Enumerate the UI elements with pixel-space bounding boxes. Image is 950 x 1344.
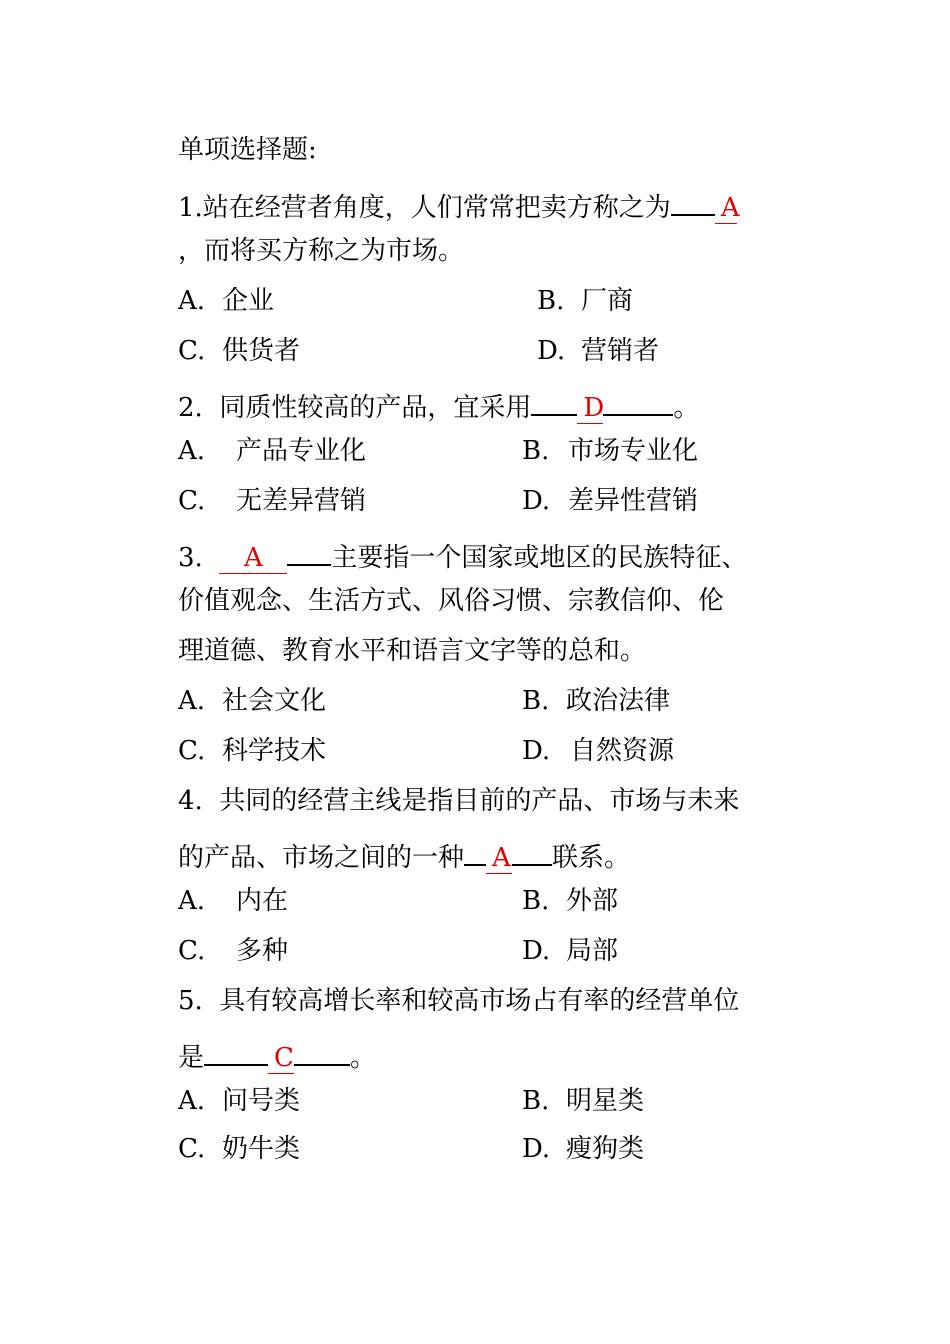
q4-text: 的产品、市场之间的一种 xyxy=(178,843,465,873)
q2-option-c: C. 无差异营销 xyxy=(178,486,367,516)
q4-option-b-text: 外部 xyxy=(566,886,619,916)
q5-stem-line1: 5. 具有较高增长率和较高市场占有率的经营单位 xyxy=(178,986,740,1016)
q1-option-d-text: 营销者 xyxy=(581,336,660,366)
q2-option-a: A. 产品专业化 xyxy=(178,436,367,466)
q1-option-c: C. 供货者 xyxy=(178,336,301,366)
q1-stem-line2: ，而将买方称之为市场。 xyxy=(178,236,465,266)
q5-option-c: C. 奶牛类 xyxy=(178,1134,301,1164)
q5-option-a: A. 问号类 xyxy=(178,1086,301,1116)
q1-option-a: A. 企业 xyxy=(178,286,275,316)
q1-blank-lead xyxy=(671,184,715,216)
q2-answer: D xyxy=(577,393,603,424)
q1-option-b-text: 厂商 xyxy=(581,286,634,316)
q1-option-d: D. 营销者 xyxy=(537,336,660,366)
q3-stem-line2: 价值观念、生活方式、风俗习惯、宗教信仰、伦 xyxy=(178,586,725,616)
q2-option-d: D. 差异性营销 xyxy=(522,486,699,516)
q4-option-a: A. 内在 xyxy=(178,886,289,916)
q5-option-b-text: 明星类 xyxy=(566,1086,645,1116)
q4-stem-line1: 4. 共同的经营主线是指目前的产品、市场与未来 xyxy=(178,786,740,816)
q3-stem-line3: 理道德、教育水平和语言文字等的总和。 xyxy=(178,636,647,666)
q2-text: 2. 同质性较高的产品，宜采用 xyxy=(178,393,532,423)
q3-option-d-text: 自然资源 xyxy=(570,736,675,766)
q5-text: 是 xyxy=(178,1043,205,1073)
q5-option-c-text: 奶牛类 xyxy=(222,1134,301,1164)
q1-option-a-text: 企业 xyxy=(222,286,275,316)
q3-text: 主要指一个国家或地区的民族特征、 xyxy=(331,543,748,573)
q4-option-d: D. 局部 xyxy=(522,936,619,966)
q1-text: 1.站在经营者角度，人们常常把卖方称之为 xyxy=(178,193,671,223)
q5-option-d-text: 瘦狗类 xyxy=(566,1134,645,1164)
q3-option-b: B. 政治法律 xyxy=(522,686,671,716)
q4-option-d-text: 局部 xyxy=(566,936,619,966)
q3-answer: A xyxy=(219,543,287,574)
q2-option-d-text: 差异性营销 xyxy=(568,486,699,516)
q5-option-d: D. 瘦狗类 xyxy=(522,1134,645,1164)
q4-option-c-text: 多种 xyxy=(236,936,289,966)
q2-option-c-text: 无差异营销 xyxy=(236,486,367,516)
q4-option-b: B. 外部 xyxy=(522,886,619,916)
q1-option-c-text: 供货者 xyxy=(222,336,301,366)
q1-option-b: B. 厂商 xyxy=(537,286,634,316)
q1-stem-line1 xyxy=(178,184,740,225)
q2-option-b: B. 市场专业化 xyxy=(522,436,699,466)
q5-option-a-text: 问号类 xyxy=(222,1086,301,1116)
q3-option-a: A. 社会文化 xyxy=(178,686,327,716)
q1-answer: A xyxy=(715,193,737,224)
q4-answer: A xyxy=(486,843,512,874)
section-heading: 单项选择题: xyxy=(178,135,317,165)
q3-option-d: D. 自然资源 xyxy=(522,736,675,766)
q3-option-a-text: 社会文化 xyxy=(222,686,327,716)
q4-stem-line2: 的产品、市场之间的一种 A 联系。 xyxy=(178,834,630,875)
q2-option-b-text: 市场专业化 xyxy=(568,436,699,466)
q4-option-c: C. 多种 xyxy=(178,936,289,966)
q3-option-c: C. 科学技术 xyxy=(178,736,327,766)
q2-stem-line1: 2. 同质性较高的产品，宜采用 D 。 xyxy=(178,384,699,425)
q2-option-a-text: 产品专业化 xyxy=(236,436,367,466)
q5-stem-line2: 是 C 。 xyxy=(178,1034,376,1075)
q5-answer: C xyxy=(268,1043,294,1074)
q3-stem-line1: 3. A 主要指一个国家或地区的民族特征、 xyxy=(178,534,747,575)
q3-option-b-text: 政治法律 xyxy=(566,686,671,716)
q4-option-a-text: 内在 xyxy=(236,886,289,916)
q5-option-b: B. 明星类 xyxy=(522,1086,645,1116)
q3-option-c-text: 科学技术 xyxy=(222,736,327,766)
